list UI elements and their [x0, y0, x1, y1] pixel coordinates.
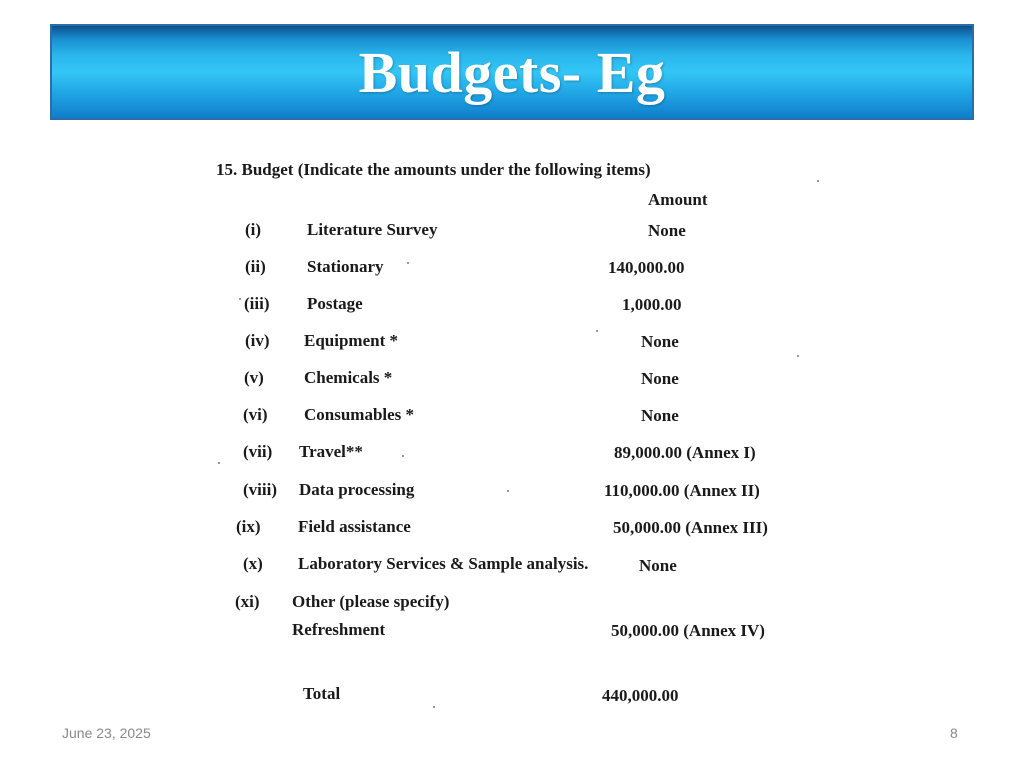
- item-amount: 110,000.00 (Annex II): [604, 481, 760, 500]
- item-amount: None: [639, 556, 677, 575]
- item-amount: 1,000.00: [622, 295, 682, 314]
- scan-speck: [218, 462, 220, 464]
- scan-speck: [239, 298, 241, 300]
- total-amount: 440,000.00: [602, 686, 679, 705]
- item-amount: 50,000.00 (Annex III): [613, 518, 768, 537]
- item-label: Consumables *: [304, 405, 415, 424]
- item-number: (vi): [243, 405, 268, 424]
- item-label: Equipment *: [304, 331, 398, 350]
- other-item-amount: 50,000.00 (Annex IV): [611, 621, 765, 640]
- item-number: (xi): [235, 592, 260, 611]
- item-number: (ii): [245, 257, 266, 276]
- other-item-label: Refreshment: [292, 620, 386, 639]
- scan-speck: [817, 180, 819, 182]
- item-label: Laboratory Services & Sample analysis.: [298, 554, 589, 573]
- item-label: Travel**: [299, 442, 363, 461]
- item-number: (x): [243, 554, 263, 573]
- budget-heading: 15. Budget (Indicate the amounts under the following items): [216, 160, 651, 179]
- item-amount: None: [641, 406, 679, 425]
- item-label: Postage: [307, 294, 363, 313]
- item-label: Stationary: [307, 257, 384, 276]
- item-amount: None: [648, 221, 686, 240]
- slide-title: Budgets- Eg: [358, 39, 666, 105]
- page-number: 8: [950, 725, 958, 741]
- item-number: (iv): [245, 331, 270, 350]
- item-label: Chemicals *: [304, 368, 393, 387]
- scan-speck: [797, 355, 799, 357]
- scan-speck: [402, 455, 404, 457]
- item-amount: 89,000.00 (Annex I): [614, 443, 756, 462]
- item-number: (ix): [236, 517, 261, 536]
- footer-date: June 23, 2025: [62, 725, 151, 741]
- item-amount: 140,000.00: [608, 258, 685, 277]
- item-number: (i): [245, 220, 262, 239]
- amount-column-header: Amount: [648, 190, 708, 209]
- item-number: (viii): [243, 480, 277, 499]
- scan-speck: [407, 262, 409, 264]
- scan-speck: [507, 490, 509, 492]
- item-label: Field assistance: [298, 517, 411, 536]
- scan-speck: [596, 330, 598, 332]
- item-number: (v): [244, 368, 264, 387]
- item-amount: None: [641, 369, 679, 388]
- item-number: (vii): [243, 442, 273, 461]
- item-label: Literature Survey: [307, 220, 438, 239]
- total-label: Total: [303, 684, 341, 703]
- item-label: Other (please specify): [292, 592, 450, 611]
- item-label: Data processing: [299, 480, 415, 499]
- item-number: (iii): [244, 294, 270, 313]
- item-amount: None: [641, 332, 679, 351]
- scan-speck: [433, 706, 435, 708]
